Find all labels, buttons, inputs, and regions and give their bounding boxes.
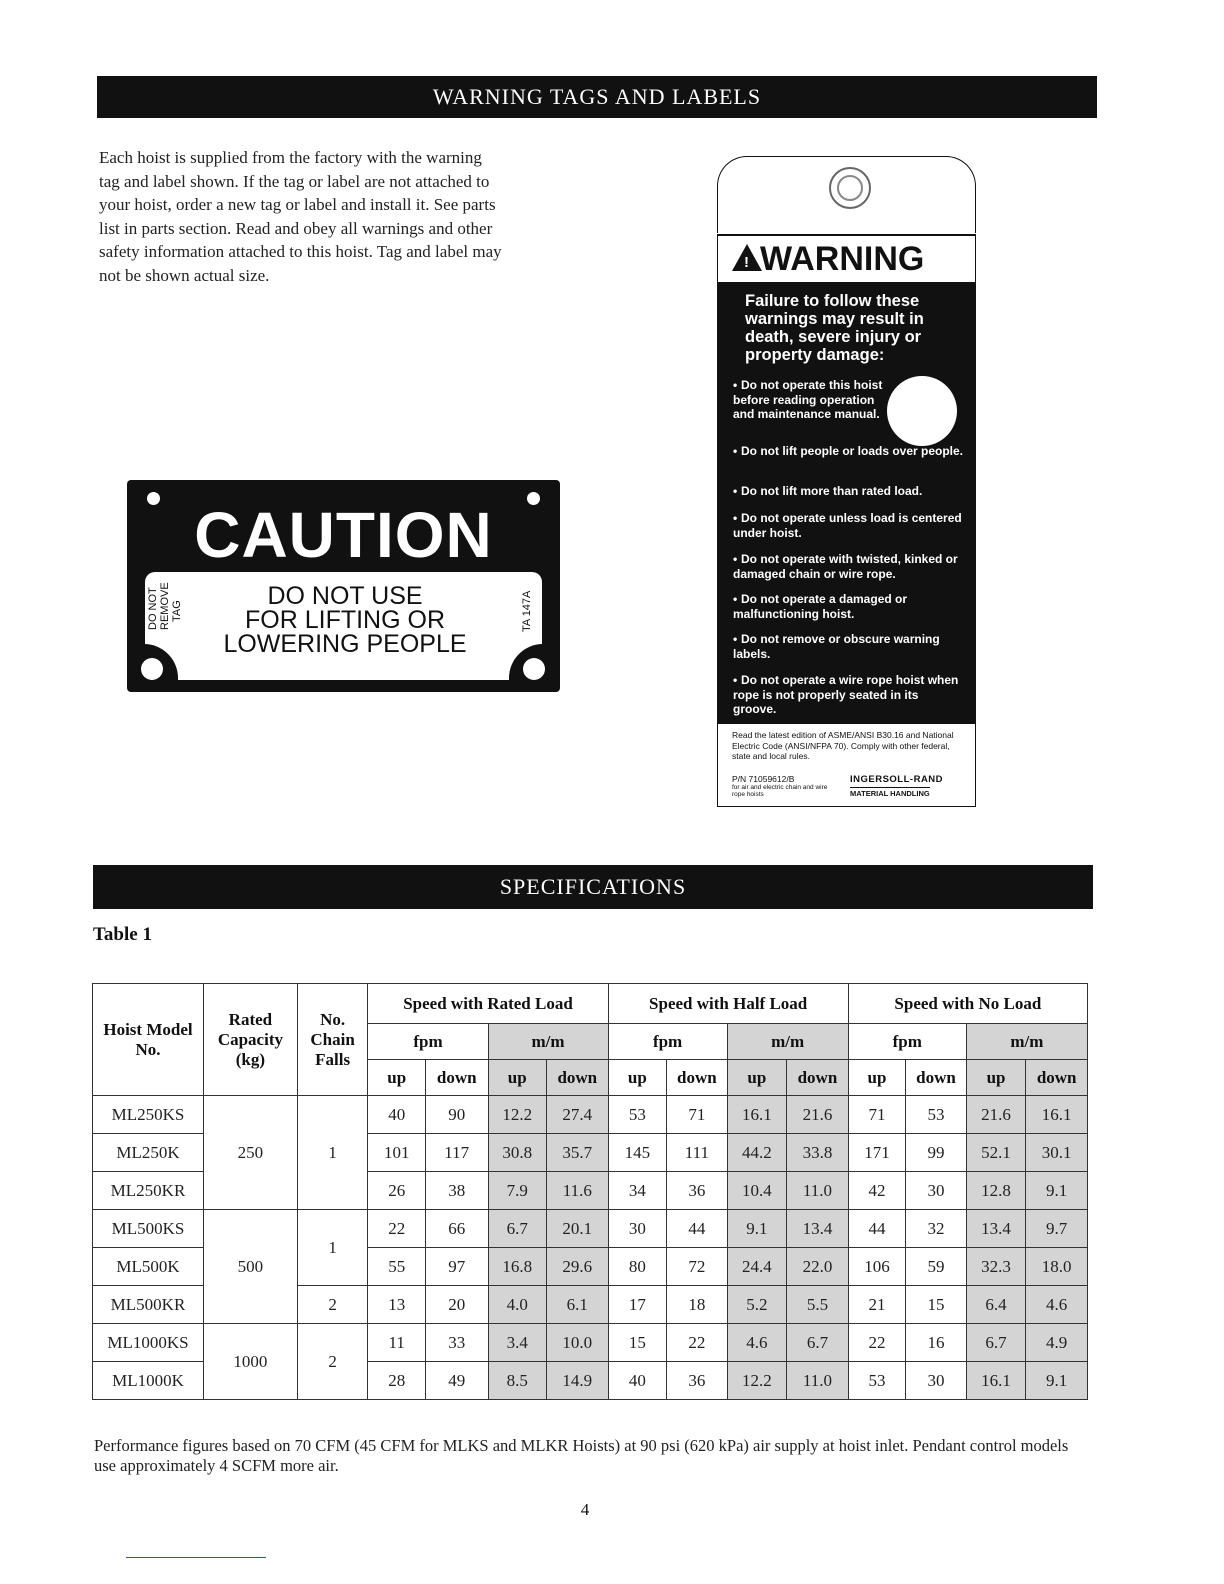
speed-cell: 12.2: [488, 1096, 547, 1134]
speed-cell: 22: [667, 1324, 728, 1362]
intro-line: not be shown actual size.: [99, 265, 270, 285]
speed-cell: 38: [425, 1172, 488, 1210]
intro-line: safety information attached to this hoist. Tag and label may: [99, 242, 502, 261]
speed-cell: 6.7: [966, 1324, 1026, 1362]
tag-item: • Do not lift people or loads over people.: [733, 444, 964, 458]
speed-cell: 20.1: [547, 1210, 609, 1248]
speed-cell: 21.6: [787, 1096, 849, 1134]
speed-cell: 13.4: [966, 1210, 1026, 1248]
speed-cell: 80: [608, 1248, 667, 1286]
header-up: up: [608, 1060, 667, 1096]
speed-cell: 4.0: [488, 1286, 547, 1324]
footer-rule: [126, 1557, 266, 1558]
exclamation-icon: !: [744, 254, 749, 271]
speed-cell: 16.1: [1026, 1096, 1088, 1134]
speed-cell: 6.4: [966, 1286, 1026, 1324]
tag-top: [717, 156, 976, 233]
speed-cell: 21.6: [966, 1096, 1026, 1134]
speed-cell: 3.4: [488, 1324, 547, 1362]
caution-panel: [145, 572, 542, 680]
speed-cell: 16: [906, 1324, 967, 1362]
speed-cell: 15: [608, 1324, 667, 1362]
speed-cell: 9.1: [1026, 1362, 1088, 1400]
falls-cell: 2: [297, 1324, 368, 1400]
caution-title: CAUTION: [194, 499, 493, 571]
brand-logo: INGERSOLL-RAND: [850, 774, 944, 785]
speed-cell: 27.4: [547, 1096, 609, 1134]
speed-cell: 18.0: [1026, 1248, 1088, 1286]
speed-cell: 14.9: [547, 1362, 609, 1400]
speed-cell: 22: [368, 1210, 426, 1248]
tag-part-number: P/N 71059612/B: [732, 774, 795, 784]
intro-paragraph: [99, 146, 579, 287]
mount-hole-icon: [141, 658, 163, 680]
speed-cell: 10.4: [727, 1172, 787, 1210]
speed-cell: 44: [667, 1210, 728, 1248]
capacity-cell: 1000: [203, 1324, 297, 1400]
tag-item: • Do not operate a damaged or malfunctioning hoist.: [733, 592, 908, 621]
model-cell: ML1000KS: [93, 1324, 204, 1362]
model-cell: ML500K: [93, 1248, 204, 1286]
tag-item: • Do not remove or obscure warning labels.: [733, 632, 940, 661]
speed-cell: 12.8: [966, 1172, 1026, 1210]
header-falls: No. Chain Falls: [297, 984, 368, 1096]
header-up: up: [368, 1060, 426, 1096]
speed-cell: 22: [848, 1324, 906, 1362]
speed-cell: 36: [667, 1362, 728, 1400]
speed-cell: 49: [425, 1362, 488, 1400]
speed-cell: 97: [425, 1248, 488, 1286]
speed-cell: 22.0: [787, 1248, 849, 1286]
header-rated-load: Speed with Rated Load: [368, 984, 608, 1024]
model-cell: ML500KR: [93, 1286, 204, 1324]
speed-cell: 9.1: [1026, 1172, 1088, 1210]
tag-body: [717, 282, 976, 724]
tag-lead: Failure to follow these warnings may result in death, severe injury or property damage:: [745, 292, 924, 364]
speed-cell: 11.6: [547, 1172, 609, 1210]
caution-line: LOWERING PEOPLE: [223, 630, 467, 658]
speed-cell: 53: [906, 1096, 967, 1134]
speed-cell: 30.8: [488, 1134, 547, 1172]
mount-hole-icon: [523, 658, 545, 680]
warning-section-title: WARNING TAGS AND LABELS: [97, 76, 1097, 118]
header-down: down: [906, 1060, 967, 1096]
side-text-right: TA 147A: [521, 590, 533, 632]
speed-cell: 171: [848, 1134, 906, 1172]
speed-cell: 24.4: [727, 1248, 787, 1286]
speed-cell: 5.5: [787, 1286, 849, 1324]
speed-cell: 59: [906, 1248, 967, 1286]
speed-cell: 10.0: [547, 1324, 609, 1362]
header-down: down: [1026, 1060, 1088, 1096]
side-text-left: REMOVE: [159, 582, 171, 630]
brand-subtitle: MATERIAL HANDLING: [850, 789, 930, 798]
tag-item: • Do not operate this hoist before reading operation and maintenance manual.: [733, 378, 883, 421]
falls-cell: 1: [297, 1210, 368, 1286]
header-down: down: [547, 1060, 609, 1096]
speed-cell: 21: [848, 1286, 906, 1324]
speed-cell: 52.1: [966, 1134, 1026, 1172]
speed-cell: 40: [368, 1096, 426, 1134]
tag-item: • Do not operate with twisted, kinked or damaged chain or wire rope.: [733, 552, 958, 581]
speed-cell: 99: [906, 1134, 967, 1172]
tag-item: • Do not operate unless load is centered under hoist.: [733, 511, 962, 540]
speed-cell: 117: [425, 1134, 488, 1172]
speed-cell: 32.3: [966, 1248, 1026, 1286]
speed-cell: 26: [368, 1172, 426, 1210]
speed-cell: 11.0: [787, 1172, 849, 1210]
model-cell: ML250KR: [93, 1172, 204, 1210]
capacity-cell: 250: [203, 1096, 297, 1210]
speed-cell: 9.7: [1026, 1210, 1088, 1248]
model-cell: ML500KS: [93, 1210, 204, 1248]
intro-line: list in parts section. Read and obey all warnings and other: [99, 218, 493, 238]
capacity-cell: 500: [203, 1210, 297, 1324]
intro-line: your hoist, order a new tag or label and install it. See parts: [99, 195, 496, 214]
speed-cell: 71: [667, 1096, 728, 1134]
header-fpm: fpm: [608, 1024, 727, 1060]
speed-cell: 16.1: [727, 1096, 787, 1134]
model-cell: ML250K: [93, 1134, 204, 1172]
speed-cell: 30.1: [1026, 1134, 1088, 1172]
header-up: up: [727, 1060, 787, 1096]
header-up: up: [966, 1060, 1026, 1096]
speed-cell: 71: [848, 1096, 906, 1134]
speed-cell: 4.6: [727, 1324, 787, 1362]
header-down: down: [667, 1060, 728, 1096]
side-text-left: TAG: [171, 600, 183, 622]
tag-footer-text: Read the latest edition of ASME/ANSI B30.16 and National Electric Code (ANSI/NFPA 70). Comply with other federal, state and local rules.: [732, 730, 954, 761]
specifications-title: SPECIFICATIONS: [93, 865, 1093, 909]
speed-cell: 18: [667, 1286, 728, 1324]
tag-hole-icon: [887, 376, 957, 446]
warning-tag: [717, 156, 976, 808]
caution-label: [127, 480, 560, 692]
speed-cell: 72: [667, 1248, 728, 1286]
side-text-left: DO NOT: [147, 587, 159, 630]
speed-cell: 101: [368, 1134, 426, 1172]
footnote: Performance figures based on 70 CFM (45 CFM for MLKS and MLKR Hoists) at 90 psi (620 kPa) air supply at hoist inlet. Pendant control models use approximately 4 SCFM more air.: [94, 1436, 1069, 1475]
header-model: Hoist Model No.: [93, 984, 204, 1096]
model-cell: ML250KS: [93, 1096, 204, 1134]
speed-cell: 30: [608, 1210, 667, 1248]
speed-cell: 36: [667, 1172, 728, 1210]
header-no-load: Speed with No Load: [848, 984, 1087, 1024]
speed-cell: 145: [608, 1134, 667, 1172]
speed-cell: 66: [425, 1210, 488, 1248]
caution-line: DO NOT USE: [267, 582, 423, 610]
speed-cell: 34: [608, 1172, 667, 1210]
speed-cell: 111: [667, 1134, 728, 1172]
falls-cell: 1: [297, 1096, 368, 1210]
speed-cell: 15: [906, 1286, 967, 1324]
tag-heading: WARNING: [760, 240, 925, 278]
speed-cell: 6.1: [547, 1286, 609, 1324]
speed-cell: 4.9: [1026, 1324, 1088, 1362]
header-mm: m/m: [727, 1024, 848, 1060]
speed-cell: 16.1: [966, 1362, 1026, 1400]
speed-cell: 44: [848, 1210, 906, 1248]
table-row: [93, 1210, 1088, 1248]
speed-cell: 40: [608, 1362, 667, 1400]
speed-cell: 35.7: [547, 1134, 609, 1172]
speed-cell: 9.1: [727, 1210, 787, 1248]
speed-cell: 33.8: [787, 1134, 849, 1172]
header-fpm: fpm: [368, 1024, 488, 1060]
header-up: up: [488, 1060, 547, 1096]
speed-cell: 12.2: [727, 1362, 787, 1400]
falls-cell: 2: [297, 1286, 368, 1324]
speed-cell: 17: [608, 1286, 667, 1324]
tag-item: • Do not lift more than rated load.: [733, 484, 923, 498]
speed-cell: 53: [608, 1096, 667, 1134]
table-row: [93, 1096, 1088, 1134]
speed-cell: 32: [906, 1210, 967, 1248]
speed-cell: 5.2: [727, 1286, 787, 1324]
speed-cell: 11.0: [787, 1362, 849, 1400]
speed-cell: 42: [848, 1172, 906, 1210]
tag-part-note: for air and electric chain and wire rope hoists: [732, 784, 828, 798]
header-down: down: [425, 1060, 488, 1096]
speed-cell: 13.4: [787, 1210, 849, 1248]
table-label: Table 1: [93, 924, 152, 945]
table-body: [93, 1096, 1088, 1400]
speed-cell: 30: [906, 1362, 967, 1400]
tag-item: • Do not operate a wire rope hoist when rope is not properly seated in its groove.: [733, 673, 959, 716]
header-fpm: fpm: [848, 1024, 966, 1060]
speed-cell: 6.7: [488, 1210, 547, 1248]
speed-cell: 4.6: [1026, 1286, 1088, 1324]
caution-message: [205, 584, 485, 656]
speed-cell: 33: [425, 1324, 488, 1362]
header-mm: m/m: [488, 1024, 608, 1060]
header-mm: m/m: [966, 1024, 1087, 1060]
speed-cell: 6.7: [787, 1324, 849, 1362]
speed-cell: 13: [368, 1286, 426, 1324]
tag-footer: [717, 724, 976, 807]
speed-cell: 7.9: [488, 1172, 547, 1210]
header-down: down: [787, 1060, 849, 1096]
header-capacity: Rated Capacity (kg): [203, 984, 297, 1096]
table-row: [93, 1324, 1088, 1362]
speed-cell: 106: [848, 1248, 906, 1286]
speed-cell: 30: [906, 1172, 967, 1210]
tag-eyelet-inner-icon: [837, 175, 863, 201]
speed-cell: 90: [425, 1096, 488, 1134]
model-cell: ML1000K: [93, 1362, 204, 1400]
speed-cell: 11: [368, 1324, 426, 1362]
caution-line: FOR LIFTING OR: [245, 606, 445, 634]
speed-cell: 44.2: [727, 1134, 787, 1172]
intro-line: tag and label shown. If the tag or label are not attached to: [99, 171, 490, 191]
speed-cell: 8.5: [488, 1362, 547, 1400]
speed-cell: 53: [848, 1362, 906, 1400]
tag-header: [717, 234, 976, 282]
speed-cell: 29.6: [547, 1248, 609, 1286]
specifications-table: [92, 983, 1088, 1398]
speed-cell: 55: [368, 1248, 426, 1286]
speed-cell: 20: [425, 1286, 488, 1324]
header-up: up: [848, 1060, 906, 1096]
page-number: 4: [580, 1500, 590, 1519]
intro-line: Each hoist is supplied from the factory with the warning: [99, 148, 482, 167]
speed-cell: 28: [368, 1362, 426, 1400]
speed-cell: 16.8: [488, 1248, 547, 1286]
header-half-load: Speed with Half Load: [608, 984, 848, 1024]
